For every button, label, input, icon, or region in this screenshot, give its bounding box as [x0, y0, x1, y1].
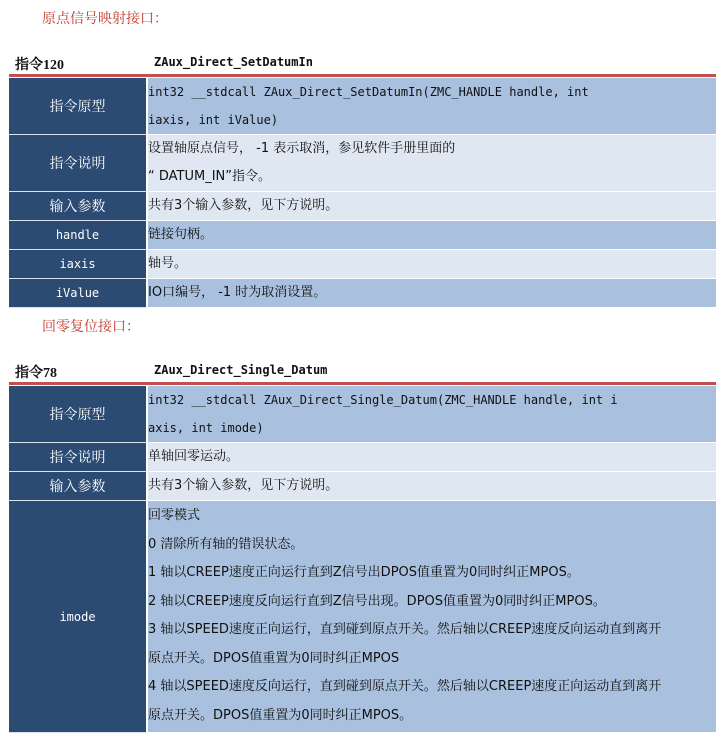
value-line: 轴号。 [148, 256, 188, 271]
function-name: ZAux_Direct_Single_Datum [154, 363, 328, 377]
row-value [147, 501, 716, 733]
command-table-set-datum-in [9, 78, 716, 308]
value-line: 链接句柄。 [148, 227, 214, 242]
value-line: 2 轴以CREEP速度反向运行直到Z信号出现。DPOS值重置为0同时纠正MPOS。 [148, 593, 606, 609]
row-param-iaxis [9, 250, 716, 279]
value-line: 单轴回零运动。 [148, 449, 240, 464]
command-number: 指令78 [15, 366, 57, 381]
value-line: int32 __stdcall ZAux_Direct_Single_Datum(ZMC_HANDLE handle, int i [148, 393, 618, 407]
row-label: 输入参数 [9, 472, 147, 501]
value-line: 共有3个输入参数，见下方说明。 [148, 198, 339, 213]
row-label: 指令原型 [9, 78, 147, 135]
row-value [147, 135, 716, 192]
row-input-params [9, 192, 716, 221]
value-line: IO口编号， -1 时为取消设置。 [148, 285, 327, 300]
value-line: 原点开关。DPOS值重置为0同时纠正MPOS。 [148, 707, 413, 723]
value-line: 原点开关。DPOS值重置为0同时纠正MPOS [148, 650, 400, 666]
row-value [147, 221, 716, 250]
row-param-handle [9, 221, 716, 250]
row-label: imode [9, 501, 147, 733]
row-label: 指令原型 [9, 386, 147, 443]
value-line: 3 轴以SPEED速度正向运行，直到碰到原点开关。然后轴以CREEP速度反向运动直到离开 [148, 622, 662, 637]
row-value [147, 386, 716, 443]
row-label: handle [9, 221, 147, 250]
value-line: 4 轴以SPEED速度反向运行，直到碰到原点开关。然后轴以CREEP速度正向运动直到离开 [148, 679, 662, 694]
row-label: 指令说明 [9, 443, 147, 472]
value-line: 共有3个输入参数，见下方说明。 [148, 478, 339, 493]
row-label: 指令说明 [9, 135, 147, 192]
row-prototype [9, 78, 716, 135]
value-line: axis, int imode) [148, 421, 264, 435]
value-line: 1 轴以CREEP速度正向运行直到Z信号出DPOS值重置为0同时纠正MPOS。 [148, 565, 580, 580]
row-value [147, 472, 716, 501]
row-input-params [9, 472, 716, 501]
row-label: 输入参数 [9, 192, 147, 221]
command-header-120 [9, 52, 716, 77]
value-line: 0 清除所有轴的错误状态。 [148, 536, 304, 552]
row-param-imode [9, 501, 716, 733]
row-value [147, 279, 716, 308]
function-name: ZAux_Direct_SetDatumIn [154, 55, 313, 69]
value-line: iaxis, int iValue) [148, 113, 279, 127]
section-heading-single-datum: 回零复位接口： [42, 319, 140, 335]
command-table-single-datum [9, 386, 716, 733]
value-line: int32 __stdcall ZAux_Direct_SetDatumIn(ZMC_HANDLE handle, int [148, 85, 589, 99]
row-prototype [9, 386, 716, 443]
value-line: 回零模式 [148, 508, 201, 523]
row-param-ivalue [9, 279, 716, 308]
row-value [147, 78, 716, 135]
row-value [147, 250, 716, 279]
row-description [9, 135, 716, 192]
row-label: iaxis [9, 250, 147, 279]
row-value [147, 443, 716, 472]
section-heading-datum-in: 原点信号映射接口： [42, 11, 168, 27]
value-line: 设置轴原点信号， -1 表示取消，参见软件手册里面的 [148, 141, 456, 156]
command-header-78 [9, 360, 716, 385]
row-description [9, 443, 716, 472]
value-line: “ DATUM_IN”指令。 [148, 169, 271, 184]
row-label: iValue [9, 279, 147, 308]
row-value [147, 192, 716, 221]
command-number: 指令120 [15, 58, 64, 73]
